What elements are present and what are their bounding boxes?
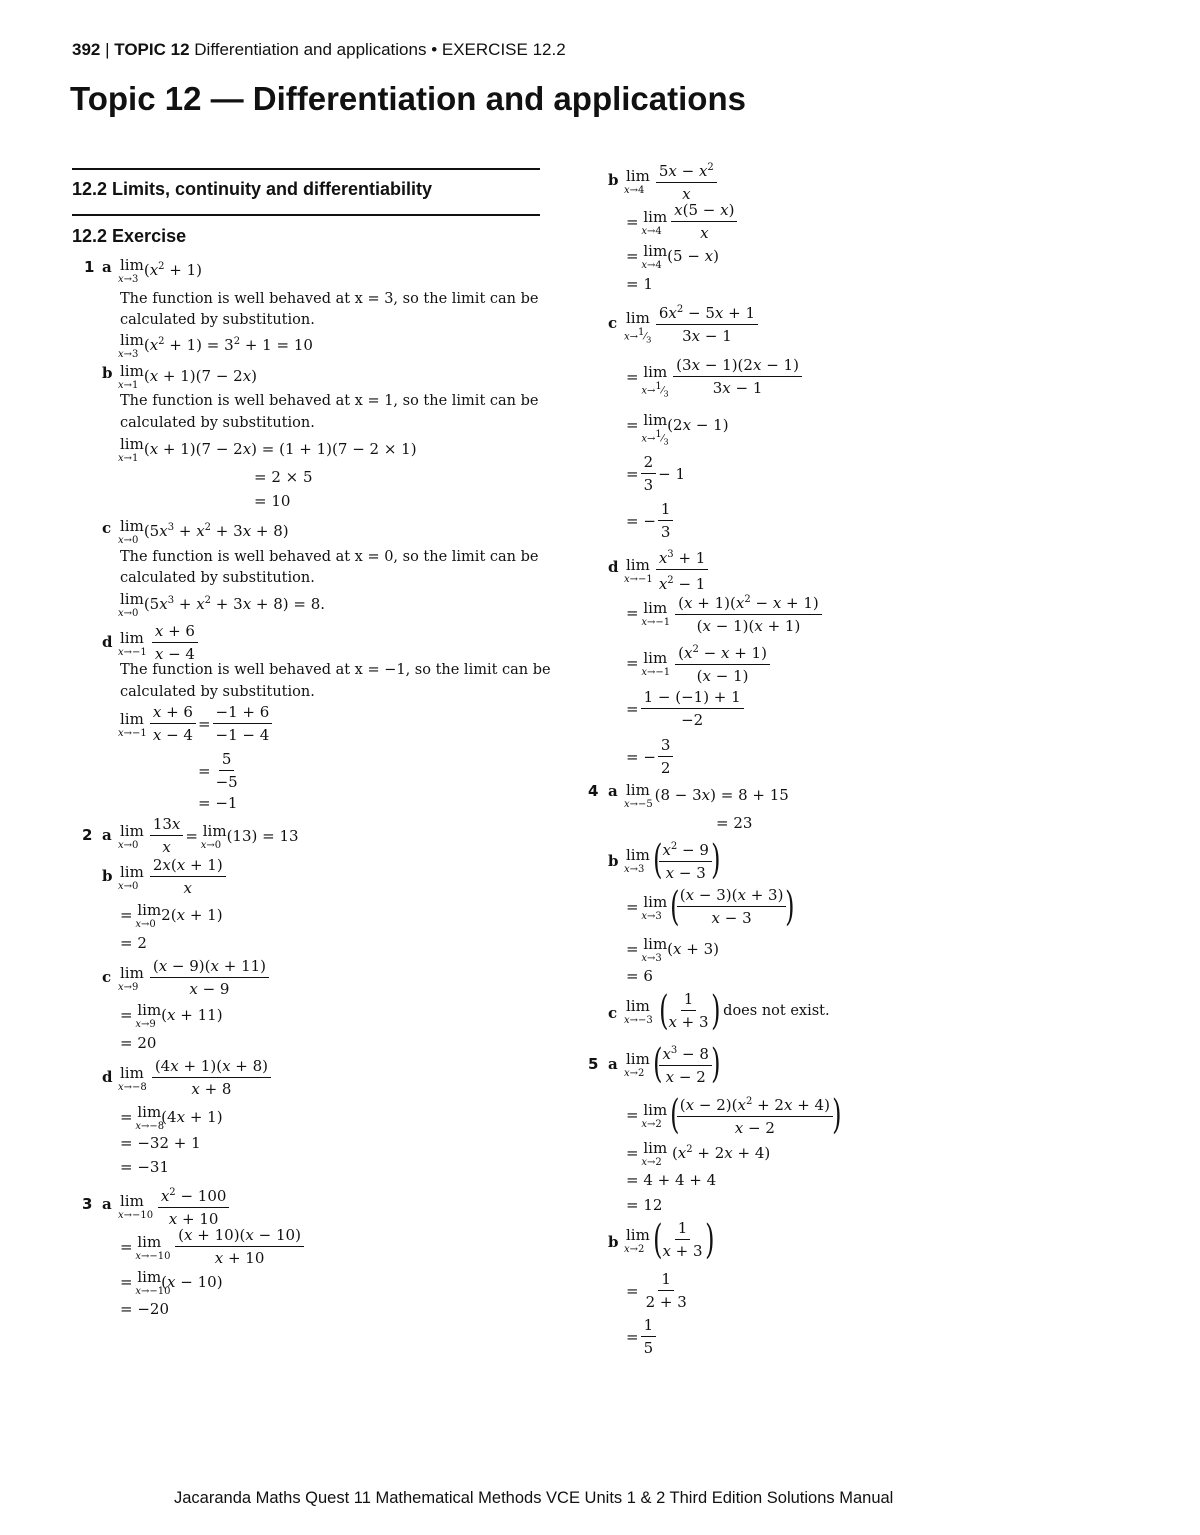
math-line: = − $\frac{1}{3}$ — [626, 500, 675, 541]
math-line: = $\frac{2}{3}$ − 1 — [626, 453, 686, 494]
explanation-text: The function is well behaved at x = 1, so the limit can be — [120, 393, 539, 409]
math-line: = −1 — [198, 794, 238, 812]
math-line: = 2 — [120, 934, 147, 952]
math-line: = 2 × 5 — [254, 468, 313, 486]
math-line: lim x→3 ( $\frac{x^2 - 9}{x - 3}$ ) — [624, 837, 721, 883]
explanation-text: does not exist. — [723, 1002, 830, 1019]
math-line: lim x→2 ( $\frac{1}{x + 3}$ ) — [624, 1216, 715, 1263]
math-line: lim x→1 (x + 1)(7 − 2x) = (1 + 1)(7 − 2 × 1) — [118, 435, 417, 464]
part-label-1d: d — [102, 633, 113, 651]
math-line: lim x→−5 (8 − 3x) = 8 + 15 — [624, 781, 789, 810]
math-line: = lim x→−1 $\frac{(x^2 - x + 1)}{(x - 1)}$ — [626, 641, 772, 685]
math-line: = 1 — [626, 275, 653, 293]
math-line: lim x→−8 $\frac{(4x + 1)(x + 8)}{x + 8}$ — [120, 1057, 273, 1098]
math-line: lim x→−10 $\frac{x^2 - 100}{x + 10}$ — [120, 1184, 231, 1228]
math-line: = lim x→−8 (4x + 1) — [120, 1103, 223, 1132]
math-line: = lim x→−1 $\frac{(x + 1)(x^2 - x + 1)}{(x - 1)(x + 1)}$ — [626, 591, 824, 635]
math-line: = 6 — [626, 967, 653, 985]
math-line: = 12 — [626, 1196, 663, 1214]
math-line: = lim x→3 ( $\frac{(x - 3)(x + 3)}{x - 3}$ ) — [626, 883, 795, 930]
question-number-3: 3 — [82, 1195, 93, 1213]
topic-label: TOPIC 12 — [114, 40, 190, 59]
section-rule-top — [72, 168, 540, 170]
part-label-4c: c — [608, 1004, 618, 1022]
math-line: = lim x→2 ( $\frac{(x - 2)(x^2 + 2x + 4)}{x - 2}$ ) — [626, 1092, 842, 1138]
math-line: = $\frac{1 - (-1) + 1}{-2}$ — [626, 688, 746, 729]
math-line: = lim x→−10 $\frac{(x + 10)(x - 10)}{x + 10}$ — [120, 1226, 306, 1267]
part-label-3b: b — [608, 171, 619, 189]
math-line: = $\frac{5}{-5}$ — [198, 750, 238, 791]
math-line: = lim x→2 $(x^2 + 2x + 4)$ — [626, 1139, 771, 1168]
topic-name: Differentiation and applications — [194, 40, 427, 59]
math-line: lim x→1 (x + 1)(7 − 2x) — [118, 362, 258, 391]
math-line: = −20 — [120, 1300, 169, 1318]
explanation-text: calculated by substitution. — [120, 570, 315, 586]
math-line: = lim x→3 (x + 3) — [626, 935, 719, 964]
math-line: lim x→4 $\frac{5x - x^2}{x}$ — [626, 159, 719, 203]
math-line: = lim x→0 2(x + 1) — [120, 901, 223, 930]
page-footer: Jacaranda Maths Quest 11 Mathematical Methods VCE Units 1 & 2 Third Edition Solutions Manual — [174, 1489, 894, 1507]
section-rule-bottom — [72, 214, 540, 216]
math-line: lim x→0 $\frac{13x}{x}$ = lim x→0 (13) = 13 — [118, 815, 299, 856]
math-line: lim x→9 $\frac{(x - 9)(x + 11)}{x - 9}$ — [120, 957, 271, 998]
part-label-1a: a — [102, 258, 112, 276]
bullet: • — [431, 40, 438, 59]
math-line: = $\frac{1}{5}$ — [626, 1316, 658, 1357]
section-heading: 12.2 Limits, continuity and differentiability — [72, 179, 433, 199]
math-line: = lim x→4 (5 − x) — [626, 242, 719, 271]
math-line: = lim $x\to^1⁄_3$ $\frac{(3x - 1)(2x - 1)}{3x - 1}$ — [626, 356, 804, 397]
page-number: 392 — [72, 40, 101, 59]
exercise-label: EXERCISE 12.2 — [441, 40, 566, 59]
part-label-4b: b — [608, 852, 619, 870]
math-line: lim x→2 ( $\frac{x^3 - 8}{x - 2}$ ) — [624, 1041, 721, 1087]
part-label-3d: d — [608, 558, 619, 576]
math-line: lim x→−1 $\frac{x^3 + 1}{x^2 - 1}$ — [626, 546, 710, 593]
exercise-heading: 12.2 Exercise — [72, 226, 187, 246]
math-line: = 10 — [254, 492, 291, 510]
math-line: = 4 + 4 + 4 — [626, 1171, 717, 1189]
math-line: lim x→−3 ( $\frac{1}{x + 3}$ ) does not exist. — [624, 987, 830, 1034]
part-label-2a: a — [102, 826, 112, 844]
question-number-2: 2 — [82, 826, 93, 844]
part-label-1c: c — [102, 519, 112, 537]
part-label-4a: a — [608, 782, 618, 800]
explanation-text: calculated by substitution. — [120, 415, 315, 431]
running-header: 392 | TOPIC 12 Differentiation and applications • EXERCISE 12.2 — [72, 40, 566, 59]
explanation-text: The function is well behaved at x = 3, so the limit can be — [120, 291, 539, 307]
math-line: = −31 — [120, 1158, 169, 1176]
math-line: = lim x→9 (x + 11) — [120, 1001, 223, 1030]
part-label-1b: b — [102, 364, 113, 382]
part-label-3a: a — [102, 1195, 112, 1213]
part-label-5b: b — [608, 1233, 619, 1251]
explanation-text: calculated by substitution. — [120, 684, 315, 700]
math-line: lim x→0 $(5x^3 + x^2 + 3x + 8) = 8$. — [118, 590, 326, 619]
question-number-1: 1 — [84, 258, 95, 276]
explanation-text: The function is well behaved at x = −1, so the limit can be — [120, 662, 551, 678]
math-line: = lim x→−10 (x − 10) — [120, 1268, 223, 1297]
explanation-text: The function is well behaved at x = 0, so the limit can be — [120, 549, 539, 565]
math-line: = 23 — [716, 814, 753, 832]
math-line: lim $x\to^1⁄_3$ $\frac{6x^2 - 5x + 1}{3x - 1}$ — [626, 301, 760, 345]
math-line: lim x→0 $\frac{2x(x + 1)}{x}$ — [120, 856, 228, 897]
math-line: lim x→−1 $\frac{x + 6}{x - 4}$ = $\frac{-1 + 6}{-1 - 4}$ — [120, 703, 274, 744]
math-line: lim x→−1 $\frac{x + 6}{x - 4}$ — [120, 622, 200, 663]
math-line: lim x→3 $(x^2 + 1)$ — [118, 256, 203, 285]
page-title: Topic 12 — Differentiation and applications — [70, 80, 746, 117]
math-line: lim x→0 $(5x^3 + x^2 + 3x + 8)$ — [118, 517, 289, 546]
math-line: = lim $x\to^1⁄_3$ (2x − 1) — [626, 411, 729, 447]
explanation-text: calculated by substitution. — [120, 312, 315, 328]
question-number-5: 5 — [588, 1055, 599, 1073]
part-label-2d: d — [102, 1068, 113, 1086]
math-line: = −32 + 1 — [120, 1134, 201, 1152]
part-label-3c: c — [608, 314, 618, 332]
question-number-4: 4 — [588, 782, 599, 800]
part-label-2b: b — [102, 867, 113, 885]
math-line: lim x→3 $(x^2 + 1) = 3^2 + 1 = 10$ — [118, 331, 313, 360]
part-label-5a: a — [608, 1055, 618, 1073]
part-label-2c: c — [102, 968, 112, 986]
math-line: = − $\frac{3}{2}$ — [626, 736, 675, 777]
math-line: = 20 — [120, 1034, 157, 1052]
math-line: = $\frac{1}{2 + 3}$ — [626, 1270, 687, 1311]
math-line: = lim x→4 $\frac{x(5 - x)}{x}$ — [626, 201, 739, 242]
